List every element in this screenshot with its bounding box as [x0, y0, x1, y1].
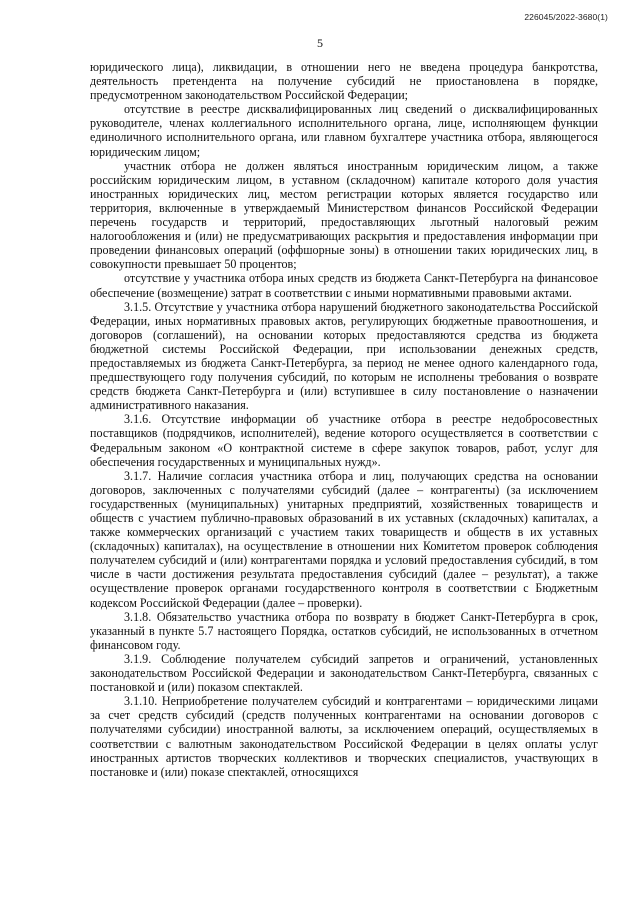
paragraph: участник отбора не должен являться иностранным юридическим лицом, а также российским юридическим лицом, в уставном (складочном) капитале которого доля участия иностранных юридических лиц, местом регистрации которых является государство или территория, включенные в утверждаемый Министерством финансов Российской Федерации перечень государств и территорий, предоставляющих льготный налоговый режим налогообложения и (или) не предусматривающих раскрытия и предоставления информации при проведении финансовых операций (оффшорные зоны) в отношении таких юридических лиц, в совокупности превышает 50 процентов;	[90, 158, 598, 272]
paragraph-3-1-9: 3.1.9. Соблюдение получателем субсидий запретов и ограничений, установленных законодательством Российской Федерации и законодательством Санкт-Петербурга, связанных с постановкой и (или) показом спектаклей.	[90, 651, 598, 695]
paragraph: отсутствие у участника отбора иных средств из бюджета Санкт-Петербурга на финансовое обеспечение (возмещение) затрат в соответствии с иными нормативными правовыми актами.	[90, 271, 598, 300]
paragraph: юридического лица), ликвидации, в отношении него не введена процедура банкротства, деятельность претендента на получение субсидий не приостановлена в порядке, предусмотренном законодательством Российской Федерации;	[90, 60, 598, 103]
paragraph-3-1-7: 3.1.7. Наличие согласия участника отбора и лиц, получающих средства на основании договоров, заключенных с получателями субсидий (далее – контрагенты) (за исключением государственных (муниципальных) унитарных предприятий, хозяйственных товариществ и обществ с участием публично-правовых образований в их уставных (складочных) капиталах, а также коммерческих организаций с участием таких товариществ и обществ в их уставных (складочных) капиталах), на осуществление в отношении них Комитетом проверок соблюдения получателем субсидий и (или) контрагентами порядка и условий предоставления субсидий, в том числе в части достижения результата предоставления субсидий (далее – результат), а также осуществление проверок органами государственного контроля в соответствии с Бюджетным кодексом Российской Федерации (далее – проверки).	[90, 468, 598, 610]
paragraph-3-1-10: 3.1.10. Неприобретение получателем субсидий и контрагентами – юридическими лицами за счет средств субсидий (средств полученных контрагентами на основании договоров с получателями субсидии) иностранной валюты, за исключением операций, осуществляемых в соответствии с валютным законодательством Российской Федерации в целях оплаты услуг иностранных артистов творческих коллективов и творческих специалистов, участвующих в постановке и (или) показе спектаклей, относящихся	[90, 694, 598, 779]
paragraph: отсутствие в реестре дисквалифицированных лиц сведений о дисквалифицированных руководителе, членах коллегиального исполнительного органа, лице, исполняющем функции единоличного исполнительного органа, или главном бухгалтере участника отбора, являющегося юридическим лицом;	[90, 102, 598, 159]
document-body	[90, 60, 598, 779]
paragraph-3-1-6: 3.1.6. Отсутствие информации об участнике отбора в реестре недобросовестных поставщиков (подрядчиков, исполнителей), ведение которого осуществляется в соответствии с Федеральным законом «О контрактной системе в сфере закупок товаров, работ, услуг для обеспечения государственных и муниципальных нужд».	[90, 412, 598, 469]
page-number: 5	[317, 36, 323, 50]
document-id: 226045/2022-3680(1)	[524, 12, 608, 22]
paragraph-3-1-5: 3.1.5. Отсутствие у участника отбора нарушений бюджетного законодательства Российской Федерации, иных нормативных правовых актов, регулирующих бюджетные правоотношения, и договоров (соглашений), на основании которых предоставляются средства из бюджета бюджетной системы Российской Федерации, при использовании денежных средств, предоставляемых из бюджета Санкт-Петербурга, за период не менее одного календарного года, предшествующего году получения субсидий, по которым не исполнены требования о возврате средств бюджета Санкт-Петербурга и (или) вступившее в силу постановление о назначении административного наказания.	[90, 299, 598, 413]
paragraph-3-1-8: 3.1.8. Обязательство участника отбора по возврату в бюджет Санкт-Петербурга в срок, указанный в пункте 5.7 настоящего Порядка, остатков субсидий, не использованных в отчетном финансовом году.	[90, 609, 598, 652]
